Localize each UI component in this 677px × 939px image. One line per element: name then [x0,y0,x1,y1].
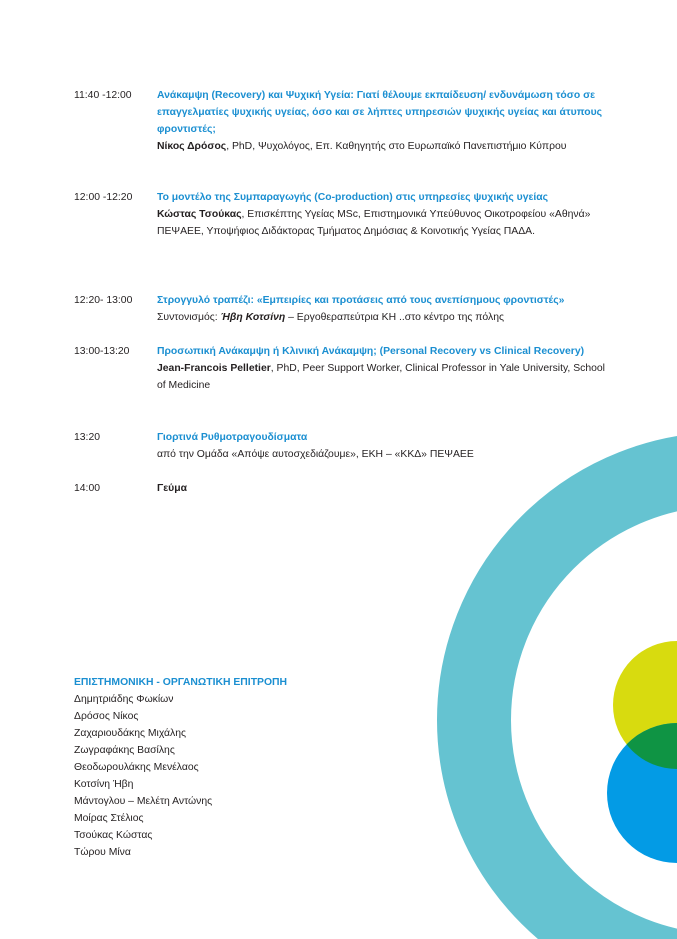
lunch-label: Γεύμα [157,483,187,494]
committee-member: Τσούκας Κώστας [74,830,153,841]
speaker-name: Jean-Francois Pelletier [157,363,271,374]
session-title: Γιορτινά Ρυθμοτραγουδίσματα [157,432,308,443]
committee-member: Δρόσος Νίκος [74,711,139,722]
session-content [157,480,607,497]
committee-member: Μοίρας Στέλιος [74,813,144,824]
time-label: 12:20- 13:00 [74,295,133,306]
session-note: από την Ομάδα «Απόψε αυτοσχεδιάζουμε», ΕΚΗ – «ΚΚΔ» ΠΕΨΑΕΕ [157,449,474,460]
speaker-line [157,206,607,240]
session-title: Το μοντέλο της Συμπαραγωγής (Co-production) στις υπηρεσίες ψυχικής υγείας [157,192,549,203]
speaker-info: , PhD, Peer Support Worker, Clinical Professor in Yale University, School of Medicine [157,363,605,391]
session-title: Ανάκαμψη (Recovery) και Ψυχική Υγεία: Γιατί θέλουμε εκπαίδευση/ ενδυνάμωση τόσο σε επαγγελματίες ψυχικής υγείας, όσο και σε λήπτες υπηρεσιών ψυχικής υγείας και άτυπους φροντιστές; [157,90,603,135]
time-label: 14:00 [74,483,101,494]
committee-member: Ζαχαριουδάκης Μιχάλης [74,728,187,739]
session-content [157,87,607,155]
speaker-name: Κώστας Τσούκας [157,209,242,220]
committee-member: Δημητριάδης Φωκίων [74,694,174,705]
speaker-name: Νίκος Δρόσος [157,141,227,152]
session-content [157,429,607,463]
moderator-line [157,309,617,326]
committee-member: Μάντογλου – Μελέτη Αντώνης [74,796,213,807]
committee-member: Κοτσίνη Ήβη [74,779,134,790]
time-label: 11:40 -12:00 [74,90,132,101]
time-label: 12:00 -12:20 [74,192,133,203]
speaker-info: , Επισκέπτης Υγείας MSc, Επιστημονικά Υπεύθυνος Οικοτροφείου «Αθηνά» ΠΕΨΑΕΕ, Υποψήφιος Διδάκτορας Τμήματος Δημόσιας & Κοινοτικής Υγείας ΠΑΔΑ. [157,209,591,237]
moderator-info: – Εργοθεραπεύτρια ΚΗ ..στο κέντρο της πόλης [285,312,504,323]
session-title: Στρογγυλό τραπέζι: «Εμπειρίες και προτάσεις από τους ανεπίσημους φροντιστές» [157,295,565,306]
committee-member: Ζωγραφάκης Βασίλης [74,745,175,756]
session-title: Προσωπική Ανάκαμψη ή Κλινική Ανάκαμψη; (Personal Recovery vs Clinical Recovery) [157,346,585,357]
moderator-label: Συντονισμός: [157,312,221,323]
time-label: 13:20 [74,432,101,443]
speaker-line [157,138,607,155]
session-content [157,343,607,394]
committee-member: Τώρου Μίνα [74,847,131,858]
speaker-line [157,360,607,394]
time-label: 13:00-13:20 [74,346,130,357]
session-content [157,189,607,240]
committee-section [74,674,334,861]
committee-member: Θεοδωρουλάκης Μενέλαος [74,762,199,773]
moderator-name: Ήβη Κοτσίνη [220,312,286,323]
committee-title: ΕΠΙΣΤΗΜΟΝΙΚΗ - ΟΡΓΑΝΩΤΙΚΗ ΕΠΙΤΡΟΠΗ [74,677,288,688]
speaker-info: , PhD, Ψυχολόγος, Επ. Καθηγητής στο Ευρωπαϊκό Πανεπιστήμιο Κύπρου [226,141,567,152]
session-content [157,292,617,326]
